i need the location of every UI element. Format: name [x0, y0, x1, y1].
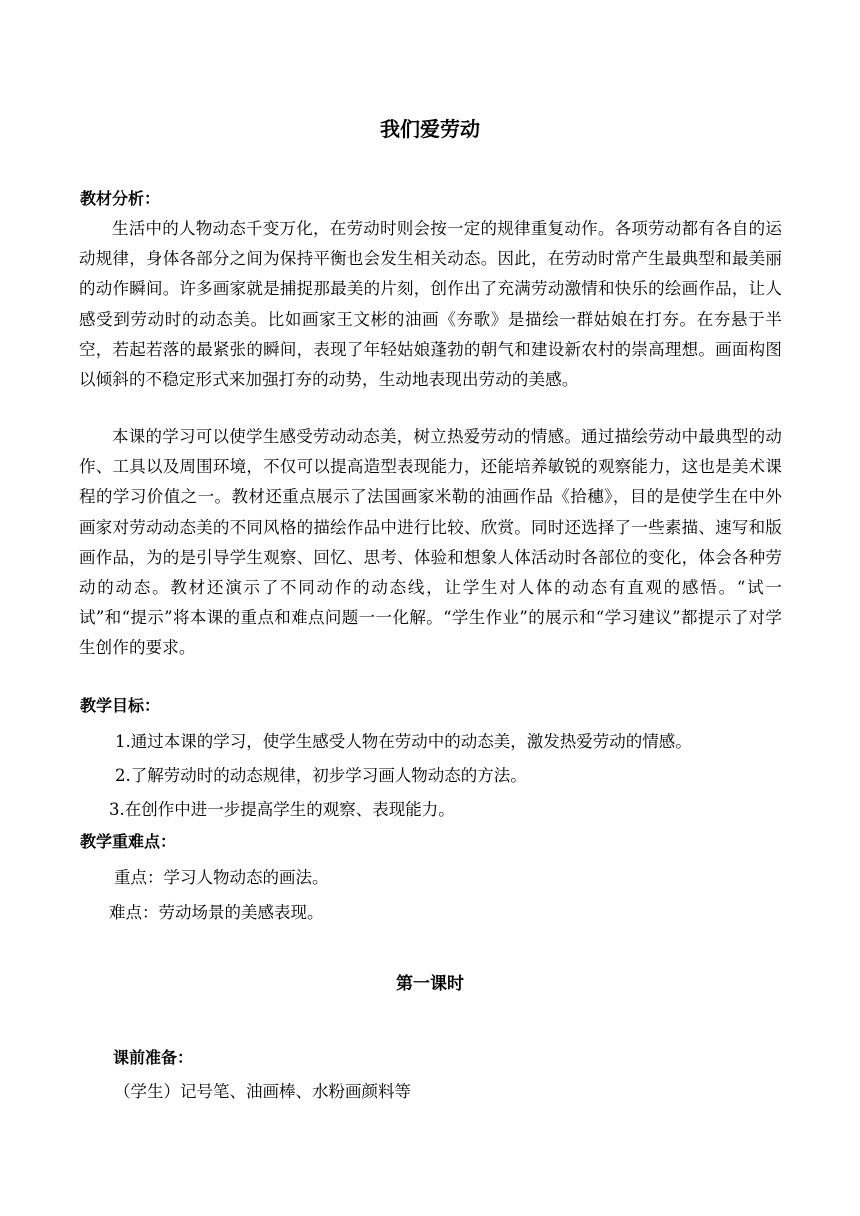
document-title: 我们爱劳动: [380, 117, 480, 141]
goal-item: 3.在创作中进一步提高学生的观察、表现能力。: [109, 800, 455, 819]
analysis-paragraph-1: 生活中的人物动态千变万化，在劳动时则会按一定的规律重复动作。各项劳动都有各自的运动规律，身体各部分之间为保持平衡也会发生相关动态。因此，在劳动时常产生最典型和最美丽的动作瞬间。许多画家就是捕捉那最美的片刻，创作出了充满劳动激情和快乐的绘画作品，让人感受到劳动时的动态美。比如画家王文彬的油画《夯歌》是描绘一群姑娘在打夯。在夯悬于半空，若起若落的最紧张的瞬间，表现了年轻姑娘蓬勃的朝气和建设新农村的崇高理想。画面构图以倾斜的不稳定形式来加强打夯的动势，生动地表现出劳动的美感。: [79, 219, 782, 390]
key-points-heading: 教学重难点：: [80, 832, 177, 851]
analysis-heading: 教材分析：: [80, 189, 161, 208]
preparation-text: （学生）记号笔、油画棒、水粉画颜料等: [114, 1082, 411, 1101]
goal-item: 2.了解劳动时的动态规律，初步学习画人物动态的方法。: [115, 766, 527, 785]
goal-item: 1.通过本课的学习，使学生感受人物在劳动中的动态美，激发热爱劳动的情感。: [115, 732, 692, 751]
analysis-paragraph-2: 本课的学习可以使学生感受劳动动态美，树立热爱劳动的情感。通过描绘劳动中最典型的动作、工具以及周围环境，不仅可以提高造型表现能力，还能培养敏锐的观察能力，这也是美术课程的学习价值之一。教材还重点展示了法国画家米勒的油画作品《拾穗》，目的是使学生在中外画家对劳动动态美的不同风格的描绘作品中进行比较、欣赏。同时还选择了一些素描、速写和版画作品，为的是引导学生观察、回忆、思考、体验和想象人体活动时各部位的变化，体会各种劳动的动态。教材还演示了不同动作的动态线，让学生对人体的动态有直观的感悟。“试一试”和“提示”将本课的重点和难点问题一一化解。“学生作业”的展示和“学习建议”都提示了对学生创作的要求。: [79, 427, 782, 658]
preparation-heading: 课前准备：: [113, 1048, 194, 1067]
goals-heading: 教学目标：: [80, 696, 161, 715]
lesson-title: 第一课时: [396, 974, 464, 994]
difficult-point: 难点：劳动场景的美感表现。: [109, 903, 324, 922]
key-point: 重点：学习人物动态的画法。: [114, 868, 329, 887]
